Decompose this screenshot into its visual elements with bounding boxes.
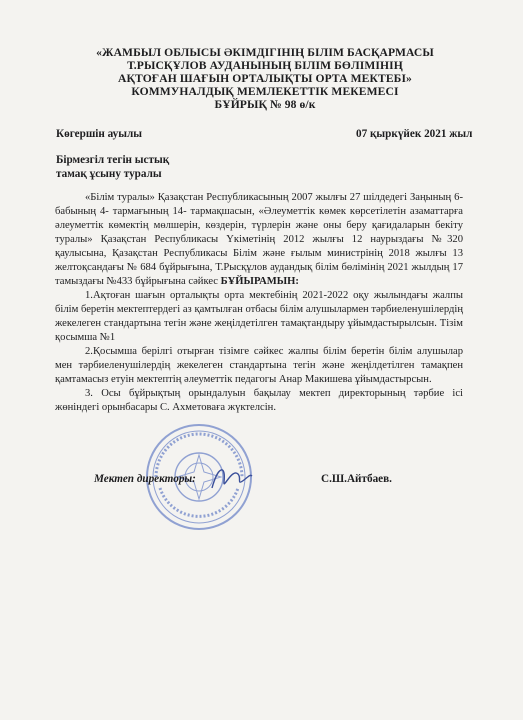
place-of-issue: Көгершін ауылы [56,128,142,140]
header-line-4: КОММУНАЛДЫҚ МЕМЛЕКЕТТІК МЕКЕМЕСІ [131,85,399,98]
order-subject [56,153,169,181]
order-number: БҰЙРЫҚ № 98 ө/к [214,98,316,111]
header-line-2: Т.РЫСҚҰЛОВ АУДАНЫНЫҢ БІЛІМ БӨЛІМІНІҢ [127,59,403,72]
intro-text: «Білім туралы» Қазақстан Республикасының 2007 жылғы 27 шілдедегі Заңының 6- бабының 4- тармағының 14- тармақшасын, «Әлеуметтік көмек көрсетілетін азаматтарға әлеуметтік көмектің мөлшерін, көздерін, түрлерін және оны беру қағидаларын бекіту туралы» Қазақстан Республикасы Үкіметінің 2012 жылғы 12 наурыздағы №320 қаулысына, Қазақстан Республикасы Білім және ғылым министрінің 2018 жылғы 13 желтоқсандағы № 684 бұйрығына, Т.Рысқұлов аудандық білім бөлімінің 2021 жылдың 17 тамыздағы №433 бұйрығына сәйкес [55,192,463,287]
order-item-2: 2.Қосымша берілгі отырған тізімге сәйкес жалпы білім беретін білім алушылар мен тәрбиеленушілердің жекелеген стандартына тегін және жеңілдетілген тамақпен қамтамасыз етуін мектептің әлеуметтік педагогы Анар Макишева ұйымдастырсын. [55,346,463,385]
intro-paragraph [55,191,463,289]
order-item-1: 1.Ақтоған шағын орталықты орта мектебінің 2021-2022 оқу жылындағы жалпы білім беретін мектептердегі аз қамтылған отбасы білім алушылармен тәрбиеленушілердің жекелеген стандартына тегін және жеңілдетілген тамақтандыру ұйымдастырылсын. Тізім қосымша №1 [55,290,463,343]
subject-line-2: тамақ ұсыну туралы [56,168,162,180]
order-word: БҰЙЫРАМЫН: [220,276,299,287]
director-label: Мектеп директоры: [94,473,196,485]
document-header [70,46,460,111]
order-body [55,191,463,415]
order-date: 07 қыркүйек 2021 жыл [356,128,473,140]
order-item-3: 3. Осы бұйрықтың орындалуын бақылау мектеп директорының тәрбие ісі жөніндегі орынбасары С. Ахметоваға жүктелсін. [55,388,463,413]
director-signature [208,460,254,496]
header-line-3: АҚТОҒАН ШАҒЫН ОРТАЛЫҚТЫ ОРТА МЕКТЕБІ» [118,72,412,85]
director-name: С.Ш.Айтбаев. [321,473,392,485]
subject-line-1: Бірмезгіл тегін ыстық [56,154,170,166]
header-line-1: «ЖАМБЫЛ ОБЛЫСЫ ӘКІМДІГІНІҢ БІЛІМ БАСҚАРМАСЫ [96,46,434,59]
